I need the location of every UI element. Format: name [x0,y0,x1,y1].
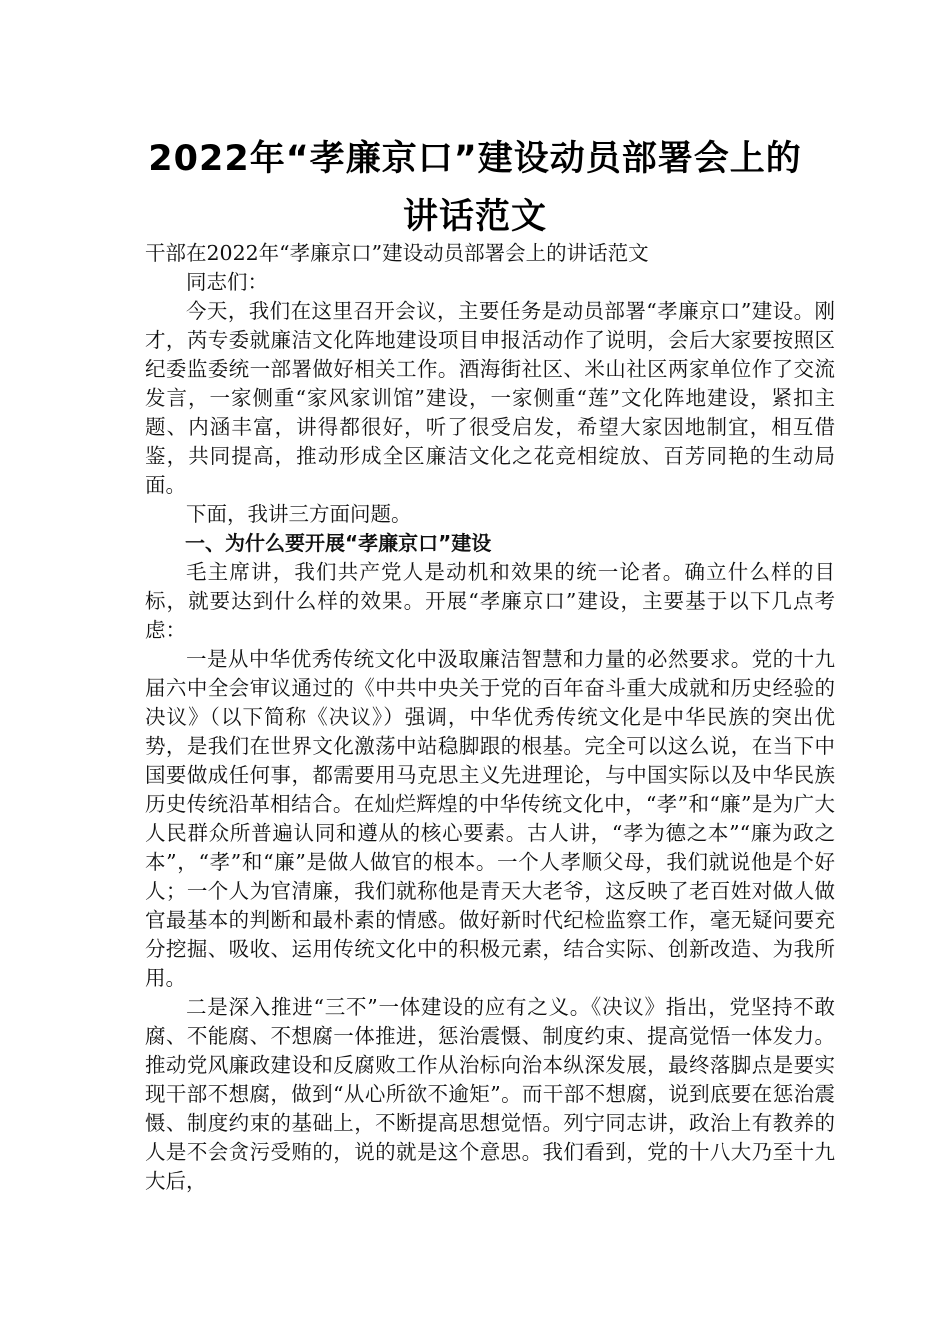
document-title-line-1: 2022年“孝廉京口”建设动员部署会上的 [148,139,802,179]
paragraph-point-two: 二是深入推进“三不”一体建设的应有之义。《决议》指出，党坚持不敢腐、不能腐、不想腐一体推进，惩治震慑、制度约束、提高觉悟一体发力。推动党风廉政建设和反腐败工作从治标向治本纵深发展，最终落脚点是要实现干部不想腐，做到“从心所欲不逾矩”。而干部不想腐，说到底要在惩治震慑、制度约束的基础上，不断提高思想觉悟。列宁同志讲，政治上有教养的人是不会贪污受贿的，说的就是这个意思。我们看到，党的十八大乃至十九大后， [145,995,835,1193]
paragraph-transition: 下面，我讲三方面问题。 [186,502,412,526]
document-title-line-2: 讲话范文 [402,197,547,237]
section-heading-1: 一、为什么要开展“孝廉京口”建设 [185,531,492,555]
paragraph-section1-intro: 毛主席讲，我们共产党人是动机和效果的统一论者。确立什么样的目标，就要达到什么样的效果。开展“孝廉京口”建设，主要基于以下几点考虑： [145,560,835,642]
salutation: 同志们： [186,270,268,294]
paragraph-point-one: 一是从中华优秀传统文化中汲取廉洁智慧和力量的必然要求。党的十九届六中全会审议通过的《中共中央关于党的百年奋斗重大成就和历史经验的决议》（以下简称《决议》）强调，中华优秀传统文化是中华民族的突出优势，是我们在世界文化激荡中站稳脚跟的根基。完全可以这么说，在当下中国要做成任何事，都需要用马克思主义先进理论，与中国实际以及中华民族历史传统沿革相结合。在灿烂辉煌的中华传统文化中，“孝”和“廉”是为广大人民群众所普遍认同和遵从的核心要素。古人讲，“孝为德之本”“廉为政之本”，“孝”和“廉”是做人做官的根本。一个人孝顺父母，我们就说他是个好人；一个人为官清廉，我们就称他是青天大老爷，这反映了老百姓对做人做官最基本的判断和最朴素的情感。做好新时代纪检监察工作，毫无疑问要充分挖掘、吸收、运用传统文化中的积极元素，结合实际、创新改造、为我所用。 [145,647,835,990]
paragraph-intro: 今天，我们在这里召开会议，主要任务是动员部署“孝廉京口”建设。刚才，芮专委就廉洁文化阵地建设项目申报活动作了说明，会后大家要按照区纪委监委统一部署做好相关工作。酒海街社区、米山社区两家单位作了交流发言，一家侧重“家风家训馆”建设，一家侧重“莲”文化阵地建设，紧扣主题、内涵丰富，讲得都很好，听了很受启发，希望大家因地制宜，相互借鉴，共同提高，推动形成全区廉洁文化之花竞相绽放、百芳同艳的生动局面。 [145,299,835,497]
document-body [145,239,835,1196]
document-subtitle: 干部在2022年“孝廉京口”建设动员部署会上的讲话范文 [145,241,649,265]
